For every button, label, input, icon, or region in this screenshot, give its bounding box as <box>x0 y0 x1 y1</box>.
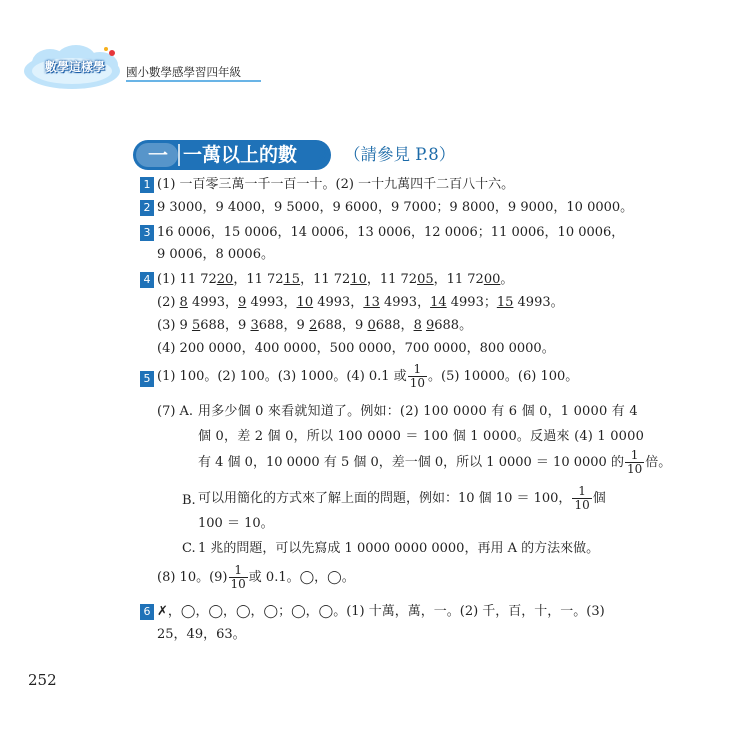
answer-5-7c-line1: 1 兆的問題，可以先寫成 1 0000 0000 0000，再用 A 的方法來做。 <box>198 541 600 556</box>
answer-2: 9 3000，9 4000，9 5000，9 6000，9 7000；9 8000，9 9000，10 0000。 <box>157 200 634 215</box>
question-badge: 1 <box>140 177 154 193</box>
answer-4-4: (4) 200 0000，400 0000，500 0000，700 0000，800 0000。 <box>157 341 555 356</box>
answer-3-line1: 16 0006，15 0006，14 0006，13 0006，12 0006；11 0006，10 0006， <box>157 225 625 240</box>
chapter-title: 一萬以上的數 <box>183 144 298 166</box>
question-badge: 4 <box>140 272 154 288</box>
question-badge: 2 <box>140 200 154 216</box>
question-badge: 3 <box>140 225 154 241</box>
question-badge: 6 <box>140 604 154 620</box>
book-subtitle: 國小數學感學習四年級 <box>126 65 241 79</box>
fraction-one-tenth: $\frac{1}{10}$ <box>574 484 590 512</box>
logo-text: 數學這樣學 <box>44 60 105 74</box>
header-underline <box>126 80 261 82</box>
answer-6-line2: 25，49，63。 <box>157 627 246 642</box>
chapter-arrows-icon: 》 <box>317 141 340 166</box>
answer-5-7a-line2: 個 0，差 2 個 0，所以 100 0000 ＝ 100 個 1 0000。反過來 (4) 1 0000 <box>198 429 645 444</box>
answer-5-7c-label: C. <box>182 541 196 556</box>
fraction-one-tenth: $\frac{1}{10}$ <box>230 563 246 591</box>
answer-1: (1) 一百零三萬一千一百一十。(2) 一十九萬四千二百八十六。 <box>157 177 515 192</box>
answer-4-1: (1) 11 7220，11 7215，11 7210，11 7205，11 7200。 <box>157 272 514 287</box>
answer-5-7b-line1: 可以用簡化的方式來了解上面的問題，例如：10 個 10 ＝ 100， $\frac{1}{10}$ 個 <box>198 484 606 512</box>
answer-5-7b-label: B. <box>182 493 196 508</box>
answer-4-2: (2) 8 4993，9 4993，10 4993，13 4993，14 4993；15 4993。 <box>157 295 564 310</box>
page-number: 252 <box>28 671 57 689</box>
answer-5-7b-line2: 100 ＝ 10。 <box>198 516 274 531</box>
answer-4-3: (3) 9 5688，9 3688，9 2688，9 0688，8 9688。 <box>157 318 473 333</box>
answer-5-8-9: (8) 10。(9) $\frac{1}{10}$ 或 0.1。◯，◯。 <box>157 563 355 591</box>
answer-5-7a-label: (7) A. <box>157 404 194 419</box>
answer-5-main: (1) 100。(2) 100。(3) 1000。(4) 0.1 或 $\frac{1}{10}$ 。(5) 10000。(6) 100。 <box>157 362 579 390</box>
answer-5-7a-line1: 用多少個 0 來看就知道了。例如：(2) 100 0000 有 6 個 0，1 0000 有 4 <box>198 404 638 419</box>
answer-3-line2: 9 0006，8 0006。 <box>157 247 274 262</box>
answer-6-line1: ✗，◯，◯，◯，◯；◯，◯。(1) 十萬，萬，一。(2) 千，百，十，一。(3) <box>157 604 605 619</box>
cross-mark-icon: ✗ <box>157 604 168 619</box>
chapter-reference: （請參見 P.8） <box>344 145 456 164</box>
question-badge: 5 <box>140 371 154 387</box>
fraction-one-tenth: $\frac{1}{10}$ <box>626 448 643 476</box>
answer-5-7a-line3: 有 4 個 0，10 0000 有 5 個 0，差一個 0，所以 1 0000 ＝ 10 0000 的 $\frac{1}{10}$ 倍。 <box>198 448 672 476</box>
fraction-one-tenth: $\frac{1}{10}$ <box>409 362 425 390</box>
chapter-number: 一 <box>148 143 168 167</box>
